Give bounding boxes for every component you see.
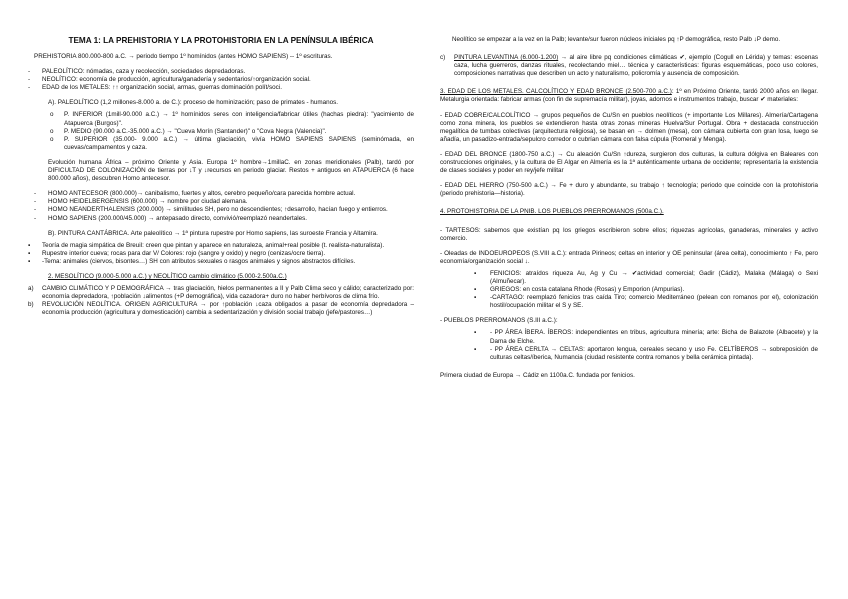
list-item: - HOMO SAPIENS (200.000/45.000) → antepasado directo, convivió/reemplazó neandertales. (34, 214, 308, 222)
evolution-paragraph: Evolución humana África – próximo Oriente y Asia. Europa 1º hombre→1millaC. en zonas meridionales (Palb), tardó por DIFICULTAD DE COLONIZACIÓN de tierras por ↓T y ↓recursos en periodo glaciar. Restos + antiguos en ATAPUERCA (6 hace 800.000 años), descubren Homo antecesor. (48, 158, 414, 183)
tartesos-paragraph: - TARTESOS: sabemos que existían pq los griegos escribieron sobre ellos; riquezas agrícolas, ganaderas, minerales y activo comercio. (440, 226, 818, 242)
metals-section: 3. EDAD DE LOS METALES. CALCOLÍTICO Y EDAD BRONCE (2.500-700 a.C.): 1º en Próximo Oriente, tardó 2000 años en llegar. Metalurgia orientada: fabricar armas (con fin de supremacía militar), joyas, adornos e instrumentos trabajo, buscar ✔ materiales: (440, 88, 818, 104)
metals-heading: 3. EDAD DE LOS METALES. CALCOLÍTICO Y EDAD BRONCE (2.500-700 a.C.) (440, 88, 672, 96)
preroman-list (440, 329, 818, 361)
list-item: o P. SUPERIOR (35.000- 9.000 a.C.) → última glaciación, vivía HOMO SAPIENS SAPIENS (seminómada, en cuevas/campamentos y caza. (50, 135, 414, 151)
colonizers-list (440, 270, 818, 310)
periods-list (28, 68, 414, 92)
copper-age: - EDAD COBRE/CALCOLÍTICO → grupos pequeños de Cu/Sn en pueblos neolíticos (+ importante Los Millares). Almería/Cartagena como zona minera, los pueblos se extendieron hasta otras zonas mineras Huelva/Sur Portugal. Obra + destacada construcción megalítica de tumbas colectivas (arquitectura religiosa), se basan en → dolmen (mesa), con cámara cubierta con gran losa, luego se añadía, un pasadizo-entrada/sepulcro corredor o cubrían cámara con falsa cúpula (Romeral y Menga). (440, 111, 818, 143)
list-item: - HOMO HEIDELBERGENSIS (600.000) → nombre por ciudad alemana. (34, 198, 248, 206)
list-item: - PALEOLÍTICO: nómadas, caza y recolección, sociedades depredadoras. (28, 68, 246, 76)
paleolithic-list (28, 111, 414, 151)
list-item: ▪ -Tema: animales (ciervos, bisontes…) SH con atributos sexuales o rasgos animales y signos abstractos difíciles. (28, 257, 356, 265)
list-item: ▪ Rupestre interior cueva; rocas para dar V/ Colores: rojo (sangre y oxido) y negro (cenizas/ocre tierra). (28, 249, 326, 257)
paleolithic-heading: A). PALEOLÍTICO (1,2 millones-8.000 a. de C.): proceso de hominización; paso de primates - humanos. (48, 99, 339, 107)
art-list (28, 242, 414, 266)
protohistory-heading: 4. PROTOHISTORIA DE LA PNIB. LOS PUEBLOS PRERROMANOS (500a.C.). (440, 208, 664, 216)
list-item: - NEOLÍTICO: economía de producción, agricultura/ganadería y sedentarios/↑organización social. (28, 76, 311, 84)
neolithic-continuation: Neolítico se empezar a la vez en la Palb; levante/sur fueron núcleos iniciales pq ↑P demográfica, resto Palb ↓P demo. (452, 36, 781, 43)
list-item: ▪ GRIEGOS: en costa catalana Rhode (Rosas) y Emporion (Ampurias). (474, 286, 685, 294)
bronze-age: - EDAD DEL BRONCE (1800-750 a.C.) → Cu aleación Cu/Sn ↑dureza, surgieron dos culturas, la cultura dólgiva en Baleares con construcciones originales, y la cultura de El Algar en Almería es la 1ª auténticamente urbana de occidente; representaría la existencia de clases sociales y poder en rey/jefe militar (440, 150, 818, 175)
list-item: ▪ - PP ÁREA CERLTA → CELTAS: aportaron lengua, cereales secano y uso Fe. CELTÍBEROS → sobreposición de culturas celtas/íberica, Numancia (ciudad resistente contra romanos y bella cerámica pintada). (474, 345, 818, 361)
list-item: ▪ FENICIOS: atraídos riqueza Au, Ag y Cu → ✔actividad comercial; Gadir (Cádiz), Malaka (Málaga) o Sexi (Almuñecar). (474, 269, 818, 285)
list-item: - EDAD de los METALES: ↑↑ organización social, armas, guerras dominación polít/soci. (28, 84, 282, 92)
preroman-heading: - PUEBLOS PRERROMANOS (S.III a.C.): (440, 317, 558, 325)
list-item: - HOMO NEANDERTHALENSIS (200.000) → similitudes SH, pero no descendientes; ↑desarrollo, hacían fuego y entierros. (34, 206, 388, 214)
left-column (28, 0, 414, 317)
mesolithic-list (28, 285, 414, 317)
levantine-painting: c) PINTURA LEVANTINA (6.000-1.200) → al aire libre pq condiciones climáticas ✔, ejemplo (Cogull en Lérida) y temas: escenas caza, lucha guerreros, danzas rituales, recolectando miel… técnica y características: figuras esquemáticas, poco uso colores, composiciones narrativas que describen un acto y naturalismo, policromía y ausencia de composición. (440, 54, 818, 78)
list-item: b) REVOLUCIÓN NEOLÍTICA. ORIGEN AGRICULTURA → por ↑población ↓caza obligados a pasar de economía depredadora – economía producción (agricultura y domesticación) cambia a sedentarización y división social trabajo (jefe/pastores…) (28, 301, 414, 317)
list-item: ▪ Teoría de magia simpática de Breuil: creen que pintan y aparece en naturaleza, animal+real posible (t. realista-naturalista). (28, 241, 385, 249)
list-item: o P. MEDIO (90.000 a.C.-35.000 a.C.) → "Cueva Morín (Santander)" o "Cova Negra (Valencia)". (50, 127, 327, 135)
indoeuropeans-paragraph: - Oleadas de INDOEUROPEOS (S.VIII a.C.): entrada Pirineos; celtas en interior y OE peninsular (área celta), conocimiento ↑ Fe, pero economía/organización social ↓. (440, 249, 818, 265)
first-city-note: Primera ciudad de Europa → Cádiz en 1100a.C. fundada por fenicios. (440, 371, 635, 379)
list-item: ▪ - PP ÁREA ÍBERA. ÍBEROS: independientes en tribus, agricultura minería; arte: Bicha de Balazote (Albacete) y la Dama de Elche. (474, 329, 818, 345)
iron-age: - EDAD DEL HIERRO (750-500 a.C.) → Fe + duro y abundante, su trabajo ↑ tecnología; periodo que coincide con la protohistoria (periodo prehistoria—historia). (440, 182, 818, 198)
list-item: - HOMO ANTECESOR (800.000)→ canibalismo, fuertes y altos, cerebro pequeño/cara parecida hombre actual. (34, 190, 356, 198)
list-item: a) CAMBIO CLIMÁTICO Y P DEMOGRÁFICA → tras glaciación, hielos permanentes a II y Palb Clima seco y cálido; caracterizado por: economía depredadora, ↑población ↓alimentos (+P demográfica), vida cazadora+ duro no haber herbívoros de clima frío. (28, 285, 414, 301)
page-title: TEMA 1: LA PREHISTORIA Y LA PROTOHISTORIA EN LA PENÍNSULA IBÉRICA (68, 36, 374, 45)
homo-list (28, 190, 414, 222)
art-heading: B). PINTURA CANTÁBRICA. Arte paleolítico → 1ª pintura rupestre por Homo sapiens, las suroeste Francia y Altamira. (48, 229, 378, 237)
list-item: o P. INFERIOR (1mill-90.000 a.C.) → 1º homínidos seres con inteligencia/fabricar útiles (hachas piedra): "yacimiento de Atapuerca (Burgos)". (50, 111, 414, 127)
right-column (440, 0, 818, 380)
prehistory-intro: PREHISTORIA 800.000-800 a.C. → periodo tiempo 1º homínidos (antes HOMO SAPIENS) -- 1º escrituras. (34, 53, 333, 60)
list-item: ▪ -CARTAGO: reemplazó fenicios tras caída Tiro; comercio Mediterráneo (pelean con romanos por el), colonización hostil/ocupación militar el S y SE. (474, 294, 818, 310)
mesolithic-heading: 2. MESOLÍTICO (9.000-5.000 a.C.) y NEOLÍTICO cambio climático (5.000-2.500a.C.) (48, 272, 287, 280)
